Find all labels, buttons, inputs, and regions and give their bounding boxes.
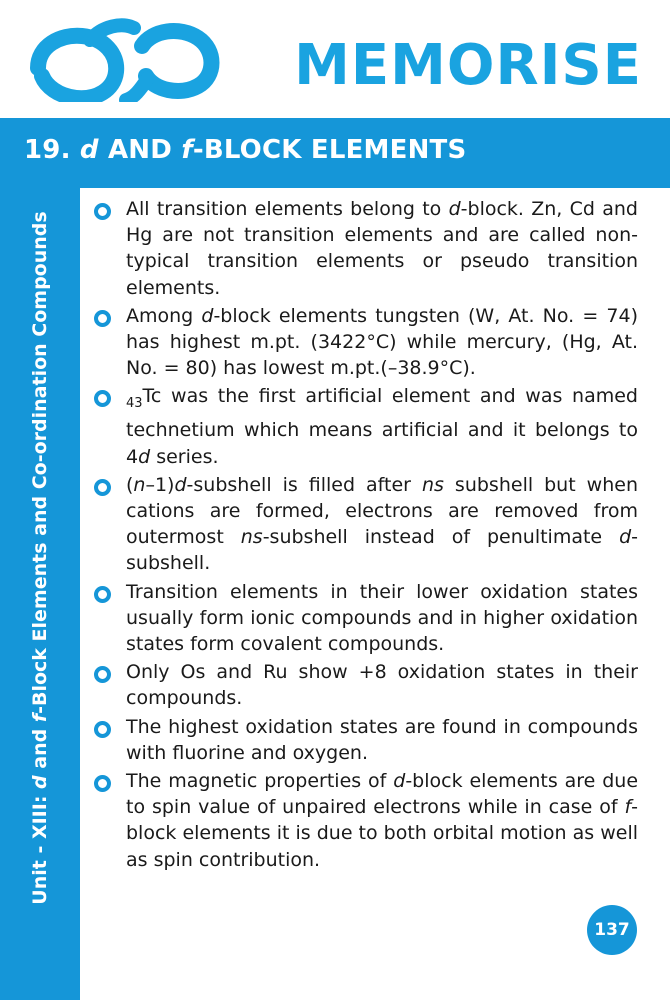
- page-number-badge: 137: [587, 905, 637, 955]
- point-text: The highest oxidation states are found in compounds with fluorine and oxygen.: [126, 715, 638, 764]
- list-item: [92, 303, 638, 382]
- point-text: (n–1)d-subshell is filled after ns subshell but when cations are formed, electrons are removed from outermost ns-subshell instead of penultimate d-subshell.: [126, 473, 638, 575]
- list-item: [92, 383, 638, 469]
- list-item: [92, 196, 638, 301]
- bullet-icon: [94, 666, 111, 683]
- bullet-icon: [94, 203, 111, 220]
- page-header: [0, 0, 670, 118]
- point-text: Among d-block elements tungsten (W, At. No. = 74) has highest m.pt. (3422°C) while mercury, (Hg, At. No. = 80) has lowest m.pt.(–38.9°C).: [126, 304, 638, 380]
- list-item: [92, 472, 638, 577]
- list-item: [92, 579, 638, 658]
- point-text: The magnetic properties of d-block elements are due to spin value of unpaired electrons while in case of f-block elements it is due to both orbital motion as well as spin contribution.: [126, 770, 639, 871]
- point-text: Transition elements in their lower oxidation states usually form ionic compounds and in higher oxidation states form covalent compounds.: [126, 580, 638, 656]
- point-text: Only Os and Ru show +8 oxidation states in their compounds.: [126, 661, 638, 710]
- bullet-icon: [94, 479, 111, 496]
- point-text: $_{43}$Tc was the first artificial element and was named technetium which means artificial and it belongs to 4d series.: [126, 385, 638, 468]
- list-item: [92, 714, 638, 766]
- bullet-icon: [94, 390, 111, 407]
- points-list: [92, 196, 638, 875]
- brand-title: MEMORISE: [294, 33, 642, 98]
- unit-label: Unit - XIII: d and f -Block Elements and Co-ordination Compounds: [29, 211, 51, 905]
- bullet-icon: [94, 586, 111, 603]
- dp-swirl-logo-icon: [30, 16, 220, 102]
- list-item: [92, 768, 638, 873]
- point-text: All transition elements belong to d-block. Zn, Cd and Hg are not transition elements and are called non-typical transition elements or pseudo transition elements.: [126, 198, 638, 299]
- bullet-icon: [94, 721, 111, 738]
- bullet-icon: [94, 310, 111, 327]
- list-item: [92, 659, 638, 711]
- bullet-icon: [94, 775, 111, 792]
- section-title: 19. d AND f-BLOCK ELEMENTS: [24, 135, 467, 165]
